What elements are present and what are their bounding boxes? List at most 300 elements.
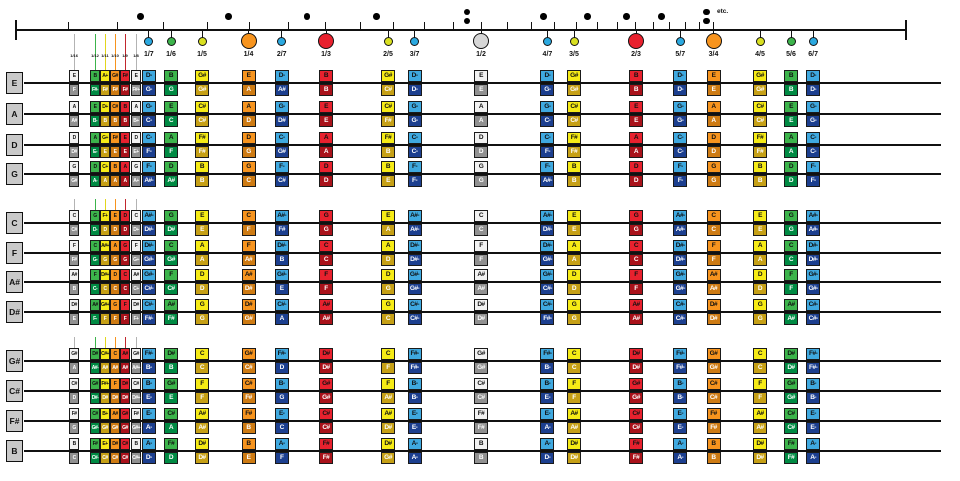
note-cell-top: F# <box>242 408 256 420</box>
note-cell-top: B <box>753 161 767 173</box>
note-cell-top: G# <box>120 408 130 420</box>
note-cell-bottom: D <box>164 452 178 464</box>
note-cell-top: G <box>120 240 130 252</box>
fret-tick <box>424 22 425 30</box>
note-cell-top: B- <box>142 378 156 390</box>
note-cell-bottom: E <box>707 84 721 96</box>
note-cell-top: C# <box>242 378 256 390</box>
note-cell-top: B- <box>806 378 820 390</box>
note-cell-top: C <box>131 210 141 222</box>
note-cell-bottom: B- <box>673 392 687 404</box>
note-cell-bottom: A# <box>110 362 120 374</box>
note-cell-top: E <box>567 210 581 222</box>
fret-tick <box>653 22 654 30</box>
note-cell-top: G <box>195 299 209 311</box>
note-cell-top: G#- <box>142 269 156 281</box>
note-cell-top: C <box>110 348 120 360</box>
note-cell-bottom: A <box>707 115 721 127</box>
fret-marker-dot <box>703 9 710 16</box>
note-cell-top: F#- <box>142 348 156 360</box>
note-cell-top: F# <box>753 132 767 144</box>
harmonic-fraction-label: 3/5 <box>569 51 579 58</box>
note-cell-top: F# <box>474 408 488 420</box>
harmonic-circle <box>167 37 176 46</box>
note-cell-bottom: A# <box>629 313 643 325</box>
note-cell-bottom: A <box>242 84 256 96</box>
note-cell-bottom: A#- <box>673 224 687 236</box>
note-cell-bottom: G#+ <box>131 422 141 434</box>
note-cell-bottom: D- <box>90 224 100 236</box>
note-cell-top: F <box>474 240 488 252</box>
note-cell-bottom: G <box>567 313 581 325</box>
note-cell-top: G#- <box>408 269 422 281</box>
note-cell-top: D# <box>567 438 581 450</box>
note-cell-bottom: E <box>195 224 209 236</box>
note-cell-top: C# <box>707 378 721 390</box>
note-cell-bottom: E- <box>408 422 422 434</box>
note-cell-top: F# <box>90 438 100 450</box>
note-cell-bottom: E- <box>90 146 100 158</box>
note-cell-bottom: F# <box>707 422 721 434</box>
fret-tick <box>207 22 208 30</box>
note-cell-bottom: G- <box>806 115 820 127</box>
note-cell-bottom: C#+ <box>131 452 141 464</box>
note-cell-bottom: A <box>567 254 581 266</box>
note-cell-top: G <box>381 299 395 311</box>
harmonic-circle <box>676 37 685 46</box>
fret-marker-dot <box>373 13 380 20</box>
note-cell-top: C#- <box>275 299 289 311</box>
note-cell-top: F# <box>164 438 178 450</box>
note-cell-top: C <box>195 348 209 360</box>
note-cell-top: D#- <box>275 240 289 252</box>
fret-tick <box>576 22 577 30</box>
note-cell-bottom: C <box>120 283 130 295</box>
note-cell-bottom: G <box>753 313 767 325</box>
note-cell-top: C <box>381 348 395 360</box>
note-cell-top: A <box>131 101 141 113</box>
harmonic-fraction-label: 2/7 <box>276 51 287 58</box>
note-cell-bottom: G# <box>707 362 721 374</box>
string-label: A# <box>6 271 23 293</box>
tiny-fraction-label: 1/16 <box>70 53 79 58</box>
note-cell-bottom: B <box>753 175 767 187</box>
note-cell-top: C <box>753 348 767 360</box>
harmonic-fraction-label: 3/4 <box>708 51 719 58</box>
note-cell-bottom: B <box>567 175 581 187</box>
note-cell-bottom: G- <box>90 254 100 266</box>
note-cell-bottom: A <box>275 313 289 325</box>
note-cell-top: F- <box>142 161 156 173</box>
note-cell-top: G# <box>629 378 643 390</box>
note-cell-bottom: C# <box>100 452 110 464</box>
note-cell-top: F#- <box>540 348 554 360</box>
note-cell-top: E <box>110 210 120 222</box>
note-cell-bottom: D#- <box>408 254 422 266</box>
note-cell-bottom: B <box>69 283 79 295</box>
note-cell-top: E <box>629 101 643 113</box>
note-cell-top: C <box>629 240 643 252</box>
note-cell-bottom: G# <box>567 84 581 96</box>
note-cell-bottom: A <box>195 254 209 266</box>
note-cell-top: E <box>474 70 488 82</box>
note-cell-top: G- <box>540 101 554 113</box>
note-cell-bottom: B- <box>90 115 100 127</box>
fret-tick <box>635 22 636 30</box>
note-cell-bottom: A#- <box>142 175 156 187</box>
string-label: B <box>6 440 23 462</box>
note-cell-top: C#- <box>673 299 687 311</box>
note-cell-bottom: A#+ <box>131 362 141 374</box>
note-cell-top: F# <box>707 408 721 420</box>
note-cell-top: A <box>753 240 767 252</box>
note-cell-top: D <box>110 269 120 281</box>
note-cell-top: A <box>195 240 209 252</box>
note-cell-top: A <box>110 240 120 252</box>
fret-marker-dot <box>623 13 630 20</box>
note-cell-top: G# <box>69 348 79 360</box>
fret-tick <box>68 22 69 30</box>
note-cell-bottom: D <box>474 146 488 158</box>
note-cell-bottom: C <box>753 362 767 374</box>
note-cell-top: G#- <box>673 269 687 281</box>
note-cell-bottom: B <box>110 115 120 127</box>
note-cell-top: A+ <box>100 70 110 82</box>
note-cell-top: G# <box>131 348 141 360</box>
note-cell-bottom: A <box>164 422 178 434</box>
string-label: A <box>6 103 23 125</box>
note-cell-bottom: A# <box>784 313 798 325</box>
note-cell-top: C <box>69 210 79 222</box>
note-cell-bottom: G- <box>142 84 156 96</box>
note-cell-top: C# <box>784 408 798 420</box>
harmonic-drop-line <box>95 34 96 70</box>
note-cell-top: F <box>753 378 767 390</box>
note-cell-bottom: A# <box>319 313 333 325</box>
note-cell-top: G <box>131 161 141 173</box>
fret-tick <box>617 22 618 30</box>
fret-marker-dot <box>584 13 591 20</box>
note-cell-top: F <box>131 240 141 252</box>
note-cell-top: E <box>164 101 178 113</box>
note-cell-bottom: C# <box>275 175 289 187</box>
note-cell-bottom: A- <box>806 452 820 464</box>
note-cell-bottom: F# <box>100 84 110 96</box>
note-cell-bottom: D# <box>69 146 79 158</box>
note-cell-top: G- <box>142 101 156 113</box>
harmonic-circle <box>241 33 257 49</box>
note-cell-bottom: G# <box>474 362 488 374</box>
note-cell-bottom: E <box>69 313 79 325</box>
note-cell-top: E <box>195 210 209 222</box>
note-cell-top: A# <box>474 269 488 281</box>
note-cell-top: A <box>319 132 333 144</box>
note-cell-bottom: F <box>629 283 643 295</box>
note-cell-bottom: D- <box>540 452 554 464</box>
note-cell-top: F# <box>381 132 395 144</box>
note-cell-top: G# <box>90 378 100 390</box>
note-cell-bottom: F# <box>69 254 79 266</box>
note-cell-bottom: A- <box>673 452 687 464</box>
note-cell-bottom: A# <box>100 362 110 374</box>
note-cell-bottom: F# <box>319 452 333 464</box>
note-cell-bottom: D- <box>408 84 422 96</box>
note-cell-top: D# <box>90 348 100 360</box>
note-cell-bottom: C# <box>164 283 178 295</box>
note-cell-bottom: G- <box>673 115 687 127</box>
note-cell-top: D# <box>164 348 178 360</box>
harmonic-circle <box>570 37 579 46</box>
note-cell-top: F- <box>673 161 687 173</box>
note-cell-bottom: D <box>69 392 79 404</box>
note-cell-bottom: B <box>319 84 333 96</box>
note-cell-bottom: A# <box>707 283 721 295</box>
note-cell-bottom: B- <box>408 392 422 404</box>
harmonic-drop-line <box>125 337 126 348</box>
note-cell-top: G# <box>474 348 488 360</box>
note-cell-bottom: A- <box>90 175 100 187</box>
note-cell-bottom: E- <box>540 392 554 404</box>
note-cell-bottom: D# <box>567 452 581 464</box>
note-cell-top: G <box>319 210 333 222</box>
note-cell-bottom: F# <box>474 422 488 434</box>
note-cell-top: A <box>90 132 100 144</box>
note-cell-bottom: C- <box>673 146 687 158</box>
harmonic-drop-line <box>105 34 106 70</box>
note-cell-bottom: G# <box>242 313 256 325</box>
note-cell-top: G <box>110 299 120 311</box>
note-cell-top: A# <box>90 299 100 311</box>
note-cell-top: D#+ <box>100 269 110 281</box>
note-cell-top: G#+ <box>100 299 110 311</box>
note-cell-bottom: C#- <box>540 283 554 295</box>
harmonic-circle <box>787 37 796 46</box>
fret-marker-dot <box>703 18 710 25</box>
note-cell-top: C# <box>110 101 120 113</box>
note-cell-top: B <box>120 101 130 113</box>
note-cell-top: G# <box>784 378 798 390</box>
note-cell-bottom: C <box>381 313 395 325</box>
note-cell-bottom: C+ <box>131 283 141 295</box>
note-cell-bottom: C <box>784 254 798 266</box>
note-cell-top: B <box>381 161 395 173</box>
harmonic-fraction-label: 1/3 <box>321 51 331 58</box>
note-cell-bottom: C#- <box>806 313 820 325</box>
harmonic-fraction-label: 3/7 <box>409 51 420 58</box>
note-cell-bottom: F# <box>120 84 130 96</box>
fret-tick <box>163 22 164 30</box>
note-cell-top: E- <box>142 408 156 420</box>
harmonic-drop-line <box>105 199 106 210</box>
note-cell-bottom: D#- <box>540 224 554 236</box>
note-cell-bottom: E <box>242 452 256 464</box>
harmonic-circle <box>809 37 818 46</box>
note-cell-top: B <box>195 161 209 173</box>
note-cell-top: A# <box>784 299 798 311</box>
note-cell-top: C#+ <box>100 348 110 360</box>
note-cell-top: A# <box>629 299 643 311</box>
note-cell-top: A <box>164 132 178 144</box>
harmonic-fraction-label: 1/5 <box>197 51 207 58</box>
note-cell-top: G# <box>164 378 178 390</box>
note-cell-top: F <box>629 269 643 281</box>
note-cell-top: E- <box>275 408 289 420</box>
note-cell-bottom: G# <box>69 175 79 187</box>
fret-tick <box>685 22 686 30</box>
harmonic-fraction-label: 4/7 <box>542 51 553 58</box>
harmonic-circle <box>628 33 644 49</box>
harmonic-fraction-label: 6/7 <box>808 51 818 58</box>
note-cell-top: A <box>120 161 130 173</box>
harmonic-circle <box>318 33 334 49</box>
note-cell-bottom: E <box>474 84 488 96</box>
note-cell-bottom: D#+ <box>131 392 141 404</box>
note-cell-bottom: A <box>319 146 333 158</box>
note-cell-bottom: D# <box>319 362 333 374</box>
note-cell-bottom: F- <box>142 146 156 158</box>
note-cell-top: G+ <box>100 132 110 144</box>
note-cell-top: F <box>120 299 130 311</box>
note-cell-top: F+ <box>100 210 110 222</box>
note-cell-bottom: E <box>110 146 120 158</box>
note-cell-bottom: G# <box>120 422 130 434</box>
note-cell-top: C# <box>319 408 333 420</box>
note-cell-bottom: C# <box>110 452 120 464</box>
note-cell-top: G# <box>242 348 256 360</box>
note-cell-top: G# <box>567 70 581 82</box>
note-cell-bottom: D#- <box>806 254 820 266</box>
note-cell-bottom: F <box>567 392 581 404</box>
note-cell-bottom: A# <box>567 422 581 434</box>
harmonic-drop-line <box>74 337 75 348</box>
note-cell-bottom: G#- <box>90 422 100 434</box>
fret-tick <box>507 22 508 30</box>
note-cell-bottom: E <box>567 224 581 236</box>
note-cell-top: D#- <box>673 240 687 252</box>
note-cell-top: A <box>242 101 256 113</box>
note-cell-top: G# <box>110 70 120 82</box>
tiny-fraction-label: 1/8 <box>133 53 139 58</box>
note-cell-bottom: D <box>120 224 130 236</box>
harmonic-drop-line <box>136 337 137 348</box>
fret-tick <box>249 22 250 30</box>
note-cell-bottom: G <box>100 254 110 266</box>
note-cell-top: E <box>319 101 333 113</box>
note-cell-bottom: B <box>275 254 289 266</box>
note-cell-bottom: D# <box>110 392 120 404</box>
note-cell-top: A#+ <box>100 240 110 252</box>
note-cell-bottom: A#- <box>540 175 554 187</box>
note-cell-bottom: C# <box>567 115 581 127</box>
note-cell-bottom: D# <box>629 362 643 374</box>
note-cell-top: D- <box>673 70 687 82</box>
note-cell-bottom: C <box>707 224 721 236</box>
note-cell-top: G# <box>195 70 209 82</box>
note-cell-top: E <box>784 101 798 113</box>
note-cell-top: B <box>164 70 178 82</box>
note-cell-bottom: F#- <box>90 84 100 96</box>
note-cell-bottom: D- <box>673 84 687 96</box>
note-cell-top: D <box>629 161 643 173</box>
harmonic-circle <box>543 37 552 46</box>
note-cell-bottom: D <box>381 254 395 266</box>
note-cell-top: F# <box>319 438 333 450</box>
note-cell-top: G <box>784 210 798 222</box>
note-cell-top: A# <box>319 299 333 311</box>
note-cell-top: C#- <box>540 299 554 311</box>
note-cell-top: A <box>567 240 581 252</box>
note-cell-bottom: A# <box>474 283 488 295</box>
note-cell-bottom: F <box>164 146 178 158</box>
note-cell-bottom: C# <box>753 115 767 127</box>
note-cell-bottom: F <box>69 84 79 96</box>
note-cell-top: D <box>319 161 333 173</box>
note-cell-top: A <box>69 101 79 113</box>
note-cell-bottom: C <box>567 362 581 374</box>
note-cell-top: G <box>753 299 767 311</box>
note-cell-bottom: A#- <box>806 224 820 236</box>
note-cell-bottom: G#- <box>673 283 687 295</box>
note-cell-top: C# <box>69 378 79 390</box>
note-cell-top: G# <box>319 378 333 390</box>
note-cell-top: F# <box>784 438 798 450</box>
note-cell-top: E <box>753 210 767 222</box>
note-cell-top: B <box>707 438 721 450</box>
note-cell-bottom: C- <box>408 146 422 158</box>
note-cell-bottom: G# <box>110 422 120 434</box>
note-cell-top: B <box>784 70 798 82</box>
note-cell-bottom: F#- <box>673 362 687 374</box>
note-cell-top: D <box>707 132 721 144</box>
note-cell-top: D# <box>120 378 130 390</box>
note-cell-bottom: A <box>753 254 767 266</box>
harmonic-fraction-label: 1/4 <box>243 51 254 58</box>
fret-marker-dot <box>540 13 547 20</box>
note-cell-top: A# <box>131 269 141 281</box>
ruler-end-tick <box>905 20 907 40</box>
note-cell-top: D# <box>784 348 798 360</box>
note-cell-bottom: F <box>195 392 209 404</box>
fret-tick <box>669 22 670 30</box>
note-cell-top: F <box>567 378 581 390</box>
note-cell-bottom: B <box>100 115 110 127</box>
note-cell-top: D- <box>806 70 820 82</box>
note-cell-bottom: G#- <box>540 254 554 266</box>
note-cell-bottom: A <box>474 115 488 127</box>
note-cell-top: G#- <box>806 269 820 281</box>
string-label: G <box>6 163 23 185</box>
harmonic-fraction-label: 2/3 <box>631 51 641 58</box>
tiny-fraction-label: 1/9 <box>122 53 128 58</box>
fret-tick <box>393 22 394 30</box>
note-cell-top: C# <box>120 438 130 450</box>
note-cell-bottom: G <box>784 224 798 236</box>
note-cell-top: F# <box>110 132 120 144</box>
note-cell-bottom: A# <box>164 175 178 187</box>
note-cell-top: A#- <box>275 210 289 222</box>
note-cell-top: A <box>707 101 721 113</box>
note-cell-bottom: G# <box>381 452 395 464</box>
note-cell-bottom: G- <box>540 84 554 96</box>
note-cell-bottom: G# <box>164 254 178 266</box>
note-cell-bottom: B <box>381 146 395 158</box>
harmonic-drop-line <box>74 199 75 210</box>
note-cell-top: B+ <box>100 408 110 420</box>
note-cell-top: C# <box>90 408 100 420</box>
note-cell-bottom: D <box>707 146 721 158</box>
note-cell-bottom: C- <box>142 115 156 127</box>
tiny-fraction-label: 1/12 <box>91 53 99 58</box>
